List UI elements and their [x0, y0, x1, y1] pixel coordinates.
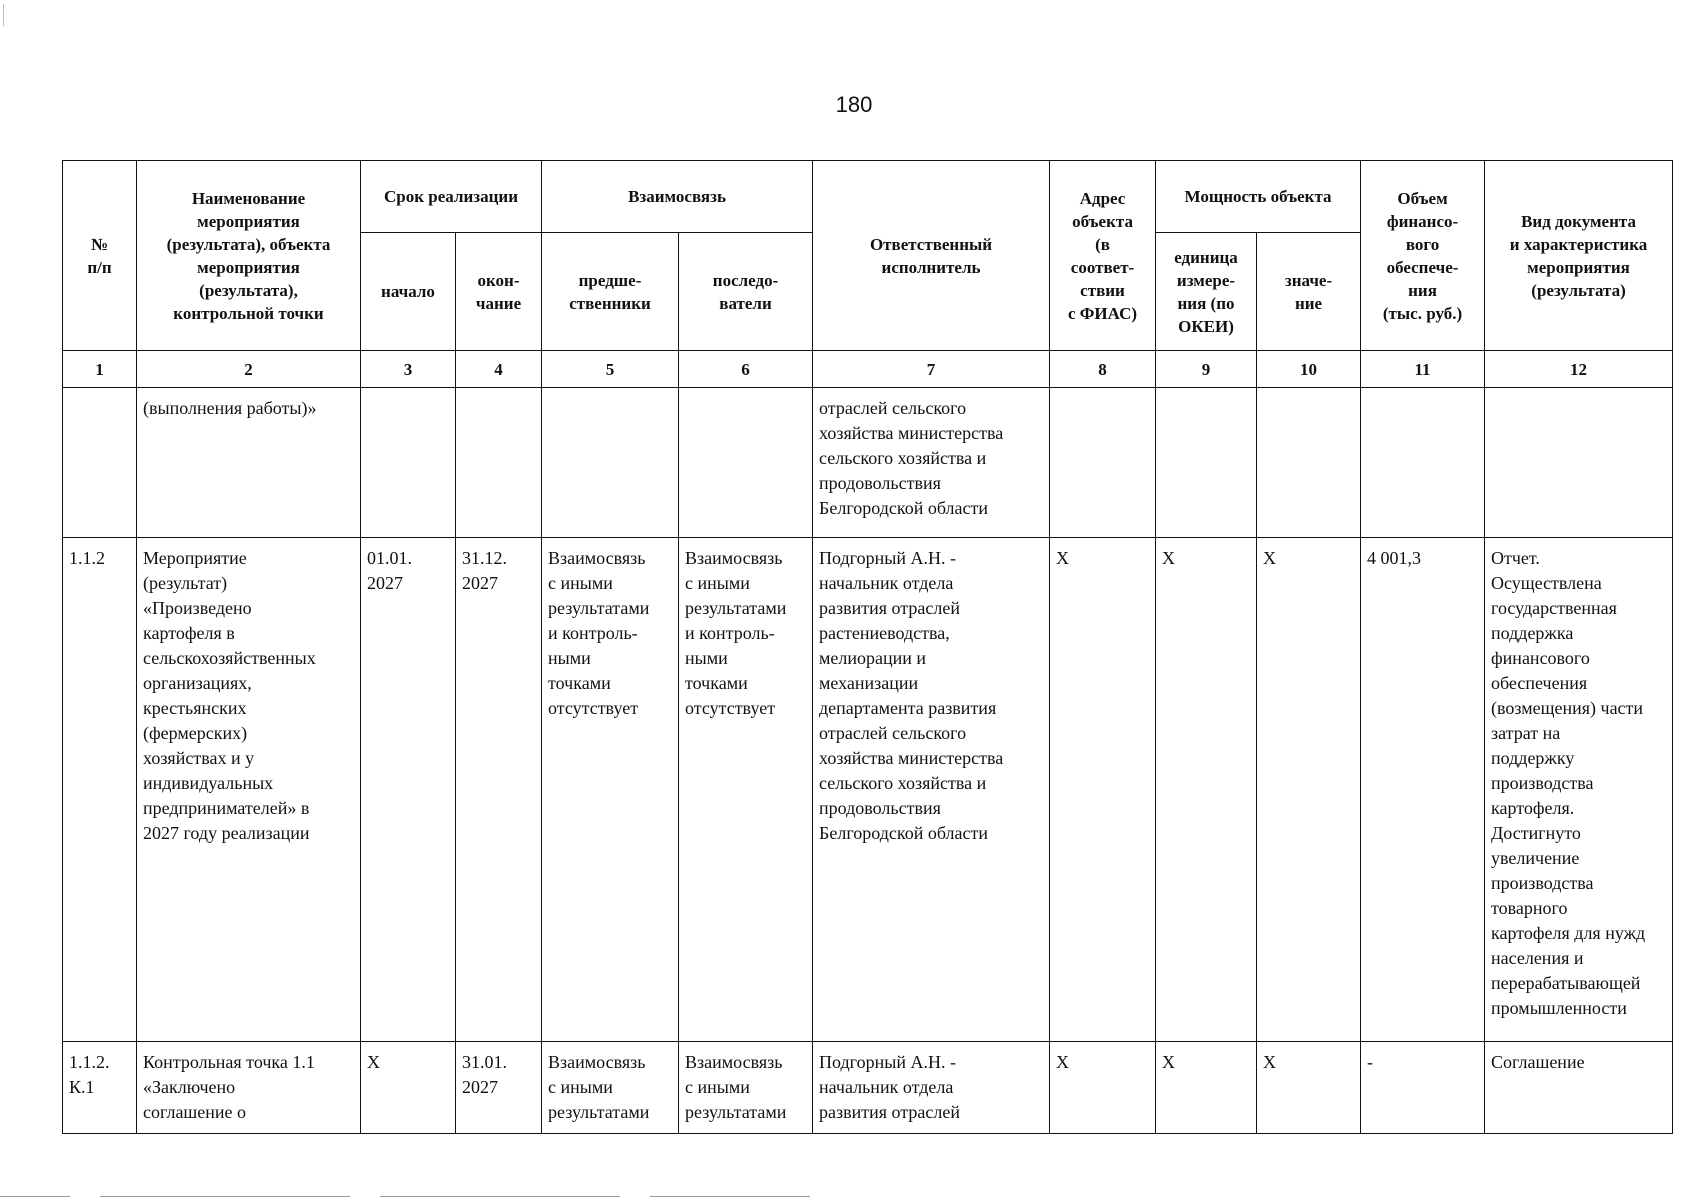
- scan-artifact-line: [100, 1196, 350, 1197]
- header-start: начало: [361, 233, 456, 351]
- page-number: 180: [835, 92, 873, 117]
- cell-name: (выполнения работы)»: [137, 388, 361, 538]
- cell-end: 31.12. 2027: [456, 538, 542, 1042]
- cell-unit: X: [1156, 538, 1257, 1042]
- header-unit: единица измере- ния (по ОКЕИ): [1156, 233, 1257, 351]
- column-number: 2: [137, 351, 361, 388]
- cell-start: 01.01. 2027: [361, 538, 456, 1042]
- header-number: № п/п: [63, 161, 137, 351]
- header-capacity-group: Мощность объекта: [1156, 161, 1361, 233]
- header-name: Наименование мероприятия (результата), объекта мероприятия (результата), контрольной точки: [137, 161, 361, 351]
- cell-predecessors: [542, 388, 679, 538]
- table-row: [63, 1042, 1673, 1134]
- cell-responsible: Подгорный А.Н. - начальник отдела развития отраслей: [813, 1042, 1050, 1134]
- cell-funding: 4 001,3: [1361, 538, 1485, 1042]
- header-end: окон- чание: [456, 233, 542, 351]
- margin-tick: [3, 4, 4, 26]
- cell-number: 1.1.2. К.1: [63, 1042, 137, 1134]
- cell-value: X: [1257, 1042, 1361, 1134]
- column-number: 10: [1257, 351, 1361, 388]
- cell-predecessors: Взаимосвязь с иными результатами: [542, 1042, 679, 1134]
- cell-successors: Взаимосвязь с иными результатами: [679, 1042, 813, 1134]
- column-numbers-row: [63, 351, 1673, 388]
- cell-start: X: [361, 1042, 456, 1134]
- scan-artifact-line: [380, 1196, 620, 1197]
- column-number: 5: [542, 351, 679, 388]
- cell-funding: [1361, 388, 1485, 538]
- column-number: 9: [1156, 351, 1257, 388]
- cell-document: [1485, 388, 1673, 538]
- cell-responsible: отраслей сельского хозяйства министерства сельского хозяйства и продовольствия Белгородской области: [813, 388, 1050, 538]
- column-number: 7: [813, 351, 1050, 388]
- header-funding: Объем финансо- вого обеспече- ния (тыс. руб.): [1361, 161, 1485, 351]
- table-row: [63, 388, 1673, 538]
- header-successors: последо- ватели: [679, 233, 813, 351]
- header-value: значе- ние: [1257, 233, 1361, 351]
- cell-predecessors: Взаимосвязь с иными результатами и контроль- ными точками отсутствует: [542, 538, 679, 1042]
- column-number: 11: [1361, 351, 1485, 388]
- header-responsible: Ответственный исполнитель: [813, 161, 1050, 351]
- column-number: 12: [1485, 351, 1673, 388]
- cell-name: Контрольная точка 1.1 «Заключено соглашение о: [137, 1042, 361, 1134]
- header-row-top: [63, 161, 1673, 233]
- cell-address: [1050, 388, 1156, 538]
- column-number: 4: [456, 351, 542, 388]
- cell-document: Отчет. Осуществлена государственная поддержка финансового обеспечения (возмещения) части затрат на поддержку производства картофеля. Достигнуто увеличение производства товарного картофеля для нужд населения и перерабатывающей промышленности: [1485, 538, 1673, 1042]
- header-address: Адрес объекта (в соответ- ствии с ФИАС): [1050, 161, 1156, 351]
- cell-number: [63, 388, 137, 538]
- cell-address: X: [1050, 538, 1156, 1042]
- cell-end: [456, 388, 542, 538]
- scan-artifact-line: [650, 1196, 810, 1197]
- header-link-group: Взаимосвязь: [542, 161, 813, 233]
- cell-value: [1257, 388, 1361, 538]
- cell-responsible: Подгорный А.Н. - начальник отдела развития отраслей растениеводства, мелиорации и механизации департамента развития отраслей сельского хозяйства министерства сельского хозяйства и продовольствия Белгородской области: [813, 538, 1050, 1042]
- scan-artifact-line: [0, 1196, 70, 1197]
- cell-unit: [1156, 388, 1257, 538]
- table-row: [63, 538, 1673, 1042]
- column-number: 1: [63, 351, 137, 388]
- cell-successors: Взаимосвязь с иными результатами и контроль- ными точками отсутствует: [679, 538, 813, 1042]
- column-number: 6: [679, 351, 813, 388]
- schedule-table: [62, 160, 1673, 1134]
- header-document: Вид документа и характеристика мероприятия (результата): [1485, 161, 1673, 351]
- cell-start: [361, 388, 456, 538]
- cell-value: X: [1257, 538, 1361, 1042]
- column-number: 8: [1050, 351, 1156, 388]
- column-number: 3: [361, 351, 456, 388]
- cell-document: Соглашение: [1485, 1042, 1673, 1134]
- cell-funding: -: [1361, 1042, 1485, 1134]
- cell-number: 1.1.2: [63, 538, 137, 1042]
- header-period-group: Срок реализации: [361, 161, 542, 233]
- cell-name: Мероприятие (результат) «Произведено картофеля в сельскохозяйственных организациях, крестьянских (фермерских) хозяйствах и у индивидуальных предпринимателей» в 2027 году реализации: [137, 538, 361, 1042]
- cell-address: X: [1050, 1042, 1156, 1134]
- cell-unit: X: [1156, 1042, 1257, 1134]
- cell-end: 31.01. 2027: [456, 1042, 542, 1134]
- header-predecessors: предше- ственники: [542, 233, 679, 351]
- cell-successors: [679, 388, 813, 538]
